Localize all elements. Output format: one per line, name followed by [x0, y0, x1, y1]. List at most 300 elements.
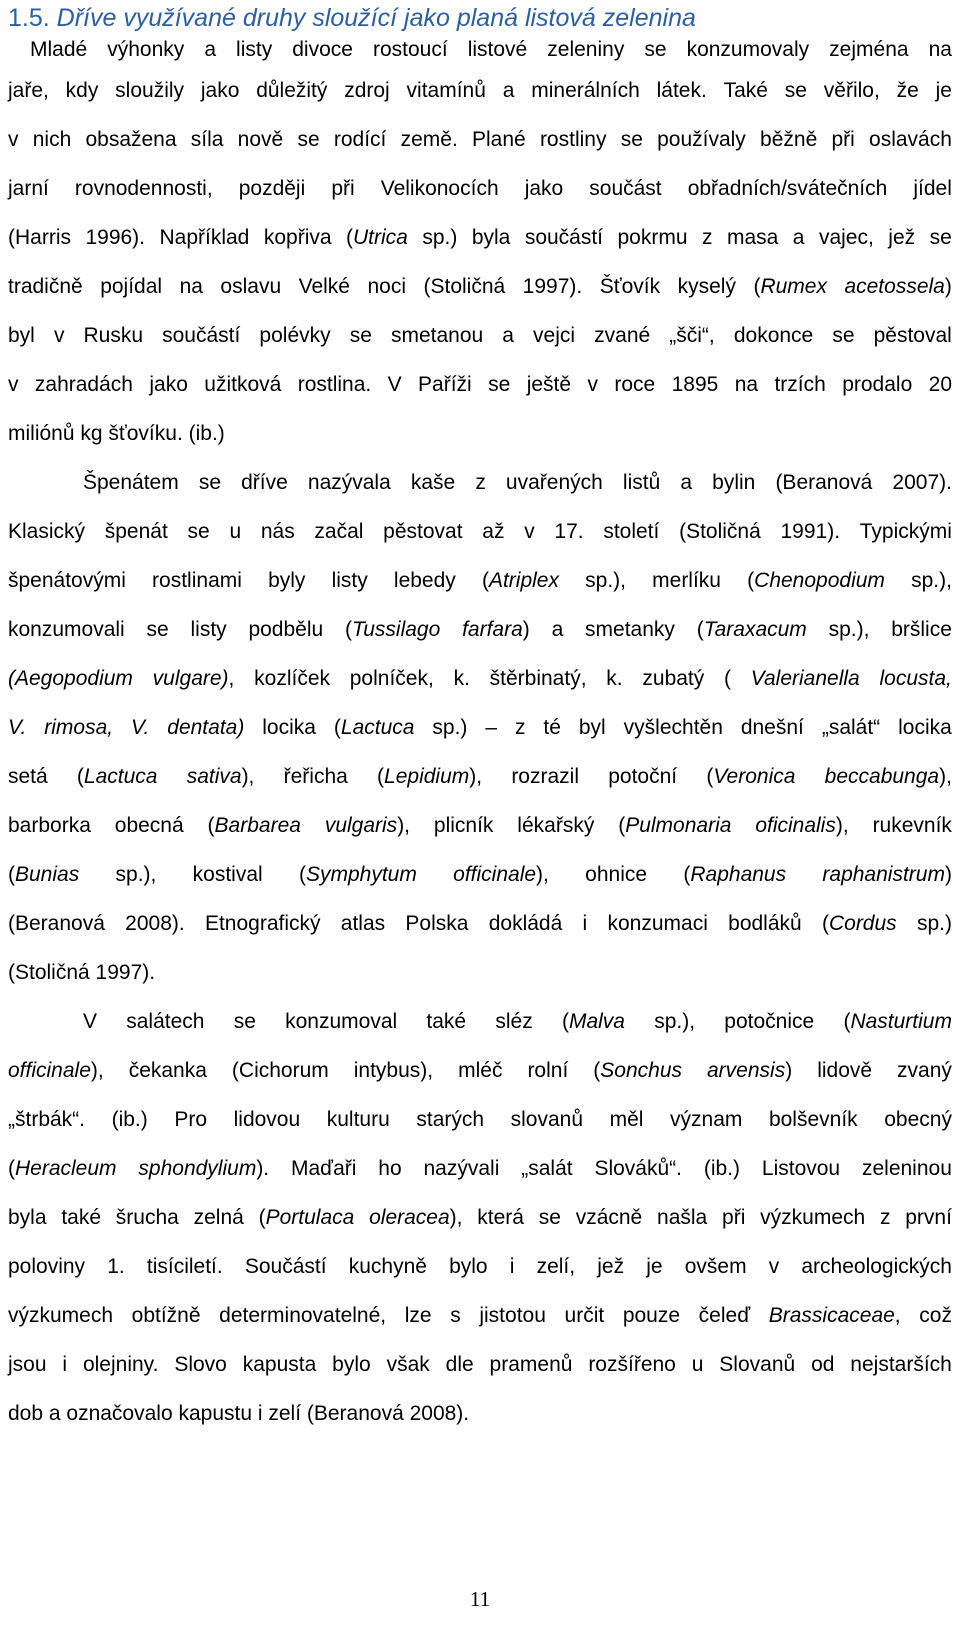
- text-word: [506, 458, 603, 507]
- text-fragment: důležitý: [256, 79, 328, 102]
- text-word: [193, 850, 263, 899]
- text-fragment: V: [387, 373, 402, 396]
- text-word: [381, 164, 499, 213]
- text-fragment: ),: [90, 1059, 104, 1082]
- text-word: [8, 164, 49, 213]
- text-fragment: sloužily: [115, 79, 185, 102]
- text-fragment: z: [702, 226, 713, 249]
- text-fragment: zvané: [594, 324, 651, 347]
- text-word: [527, 1046, 568, 1095]
- text-word: [332, 1340, 371, 1389]
- text-word: [525, 213, 603, 262]
- text-word: [418, 360, 472, 409]
- text-fragment: obecná: [114, 814, 184, 837]
- text-word: [669, 311, 715, 360]
- text-word: [62, 1340, 67, 1389]
- text-word: [929, 360, 952, 409]
- text-fragment: začal: [314, 520, 364, 543]
- text-fragment: lidovou: [233, 1108, 301, 1131]
- text-word: [597, 1242, 624, 1291]
- text-word: [527, 360, 571, 409]
- text-word: [880, 1193, 891, 1242]
- text-fragment: Chenopodium: [754, 569, 885, 592]
- text-fragment: Plané: [472, 128, 526, 151]
- text-word: [685, 1242, 747, 1291]
- text-fragment: věřilo,: [823, 79, 880, 102]
- text-word: [204, 34, 216, 66]
- text-fragment: V.: [131, 716, 150, 739]
- text-word: [346, 213, 408, 262]
- text-word: [618, 801, 731, 850]
- text-word: [517, 801, 594, 850]
- text-line: [8, 164, 952, 213]
- text-word: [153, 654, 235, 703]
- text-fragment: z: [475, 471, 486, 494]
- text-fragment: v: [53, 324, 65, 347]
- text-word: [562, 997, 625, 1046]
- text-fragment: první: [905, 1206, 952, 1229]
- text-word: [147, 1242, 223, 1291]
- text-word: [115, 66, 184, 115]
- text-word: [724, 654, 731, 703]
- text-fragment: minerálních: [531, 79, 640, 102]
- text-word: [829, 605, 870, 654]
- text-fragment: dnešní: [740, 716, 804, 739]
- text-line: [8, 605, 952, 654]
- text-fragment: lékařský: [517, 814, 595, 837]
- text-word: [911, 556, 952, 605]
- text-fragment: atlas: [340, 912, 386, 935]
- text-fragment: zeleniny: [547, 38, 625, 61]
- text-fragment: dle: [445, 1353, 474, 1376]
- text-word: [411, 458, 455, 507]
- text-fragment: se: [784, 79, 807, 102]
- text-fragment: což: [919, 1304, 952, 1327]
- text-fragment: ),: [835, 814, 849, 837]
- text-fragment: listy: [236, 38, 273, 61]
- text-fragment: konzumaci: [607, 912, 708, 935]
- text-word: [354, 1046, 433, 1095]
- text-word: [769, 1095, 858, 1144]
- text-fragment: řeřicha: [283, 765, 348, 788]
- text-word: [405, 1291, 432, 1340]
- text-word: [623, 1291, 680, 1340]
- text-fragment: (: [346, 226, 354, 249]
- text-fragment: 1996).: [85, 226, 146, 249]
- text-fragment: zdroj: [344, 79, 390, 102]
- text-fragment: však: [386, 1353, 430, 1376]
- text-fragment: rostoucí: [372, 38, 448, 61]
- text-fragment: bylo: [449, 1255, 488, 1278]
- text-word: [61, 1193, 101, 1242]
- text-fragment: se: [929, 226, 952, 249]
- text-word: [284, 752, 348, 801]
- text-fragment: Rusku: [83, 324, 144, 347]
- text-fragment: acetossela: [844, 275, 945, 298]
- text-word: [589, 164, 661, 213]
- text-word: [860, 507, 952, 556]
- text-word: [407, 66, 486, 115]
- text-word: [842, 360, 912, 409]
- text-fragment: Barbarea: [214, 814, 301, 837]
- text-word: [85, 213, 145, 262]
- text-fragment: sp.),: [654, 1010, 696, 1033]
- text-fragment: smetanky: [585, 618, 675, 641]
- text-word: [741, 703, 804, 752]
- text-word: [147, 605, 169, 654]
- text-word: [83, 997, 97, 1046]
- text-fragment: ovšem: [684, 1255, 747, 1278]
- text-fragment: Brassicaceae: [768, 1304, 895, 1327]
- text-fragment: (: [843, 1010, 851, 1033]
- text-word: [524, 507, 535, 556]
- text-fragment: konzumovaly: [686, 38, 810, 61]
- text-word: [593, 1046, 682, 1095]
- text-word: [241, 458, 288, 507]
- text-line: [8, 997, 952, 1046]
- text-fragment: při: [722, 1206, 746, 1229]
- text-fragment: Paříži: [418, 373, 472, 396]
- text-word: [624, 703, 723, 752]
- text-fragment: století: [603, 520, 660, 543]
- text-word: [243, 1340, 317, 1389]
- text-fragment: bolševník: [768, 1108, 858, 1131]
- text-word: [334, 703, 415, 752]
- text-word: [234, 1095, 301, 1144]
- text-word: [884, 1095, 952, 1144]
- text-word: [8, 1242, 85, 1291]
- text-word: [482, 507, 504, 556]
- text-word: [879, 654, 951, 703]
- text-word: [706, 752, 795, 801]
- text-word: [511, 1095, 583, 1144]
- text-word: [822, 899, 897, 948]
- text-word: [344, 66, 390, 115]
- text-line: [8, 360, 952, 409]
- text-fragment: zvaný: [897, 1059, 952, 1082]
- text-fragment: vzácně: [575, 1206, 643, 1229]
- text-fragment: pramenů: [489, 1353, 573, 1376]
- text-word: [190, 605, 226, 654]
- text-fragment: (Stoličná: [679, 520, 761, 543]
- text-fragment: při: [831, 128, 855, 151]
- text-fragment: vulgaris: [324, 814, 398, 837]
- text-fragment: „šči“,: [669, 324, 715, 347]
- text-fragment: ),: [397, 814, 411, 837]
- text-fragment: Například: [159, 226, 250, 249]
- text-fragment: vajec,: [818, 226, 874, 249]
- text-word: [115, 801, 184, 850]
- text-word: [843, 997, 952, 1046]
- text-fragment: Polska: [405, 912, 469, 935]
- text-word: [482, 556, 559, 605]
- text-word: [219, 1291, 386, 1340]
- text-word: [8, 899, 105, 948]
- text-fragment: součástí: [162, 324, 241, 347]
- text-fragment: Slovanů: [719, 1353, 796, 1376]
- text-fragment: rozrazil: [511, 765, 579, 788]
- text-line: [8, 1389, 952, 1438]
- text-word: [897, 66, 919, 115]
- text-fragment: Špenátem: [83, 471, 179, 494]
- text-word: [751, 654, 860, 703]
- text-fragment: Klasický: [8, 520, 86, 543]
- text-fragment: 20: [928, 373, 952, 396]
- text-fragment: sp.): [916, 912, 952, 935]
- text-fragment: zejména: [829, 38, 909, 61]
- text-word: [152, 556, 242, 605]
- text-word: [614, 360, 655, 409]
- text-fragment: –: [485, 716, 498, 739]
- text-fragment: noci: [367, 275, 406, 298]
- text-word: [8, 605, 125, 654]
- text-word: [8, 556, 126, 605]
- text-word: [606, 654, 622, 703]
- text-word: [547, 34, 624, 66]
- text-fragment: (: [258, 1206, 266, 1229]
- text-word: [8, 213, 71, 262]
- text-word: [762, 1144, 840, 1193]
- text-word: [825, 752, 952, 801]
- text-line: [8, 850, 952, 899]
- text-word: [105, 507, 168, 556]
- text-fragment: měl: [609, 1108, 644, 1131]
- text-word: [621, 115, 643, 164]
- text-fragment: byla: [471, 226, 511, 249]
- text-fragment: čeleď: [698, 1304, 751, 1327]
- text-fragment: konzumovali: [8, 618, 125, 641]
- text-word: [424, 1144, 500, 1193]
- text-fragment: jistotou: [479, 1304, 546, 1327]
- text-word: [755, 801, 848, 850]
- text-fragment: kulturu: [326, 1108, 390, 1131]
- text-word: [832, 311, 854, 360]
- text-fragment: na: [179, 275, 203, 298]
- text-fragment: dokonce: [733, 324, 814, 347]
- text-word: [194, 1193, 244, 1242]
- text-word: [897, 1046, 952, 1095]
- text-word: [844, 262, 951, 311]
- text-segment: miliónů kg šťovíku. (ib.): [8, 422, 225, 445]
- text-word: [394, 556, 456, 605]
- text-fragment: užitková: [204, 373, 282, 396]
- text-fragment: se: [198, 471, 222, 494]
- text-word: [314, 507, 363, 556]
- text-word: [672, 360, 719, 409]
- text-word: [769, 1242, 780, 1291]
- text-line: [8, 115, 952, 164]
- text-word: [642, 654, 704, 703]
- text-fragment: setá: [8, 765, 48, 788]
- text-word: [449, 1242, 488, 1291]
- text-fragment: (: [298, 863, 306, 886]
- text-fragment: ),: [449, 1206, 463, 1229]
- text-fragment: určit: [564, 1304, 605, 1327]
- text-fragment: země.: [400, 128, 458, 151]
- text-fragment: (: [561, 1010, 569, 1033]
- text-fragment: „salát“: [821, 716, 881, 739]
- text-word: [405, 899, 468, 948]
- text-fragment: zahradách: [34, 373, 133, 396]
- text-fragment: i: [582, 912, 588, 935]
- text-fragment: pěstovat: [383, 520, 463, 543]
- text-word: [657, 1193, 707, 1242]
- text-word: [205, 899, 321, 948]
- text-fragment: jídel: [913, 177, 952, 200]
- text-word: [239, 164, 306, 213]
- text-word: [248, 605, 323, 654]
- text-fragment: pokrmu: [617, 226, 688, 249]
- text-word: [607, 899, 707, 948]
- text-fragment: Nasturtium: [850, 1010, 952, 1033]
- text-word: [930, 213, 952, 262]
- text-word: [543, 703, 561, 752]
- text-fragment: slovanů: [510, 1108, 584, 1131]
- text-fragment: Veronica: [713, 765, 796, 788]
- text-word: [167, 703, 244, 752]
- text-fragment: olejniny.: [82, 1353, 159, 1376]
- text-line: [8, 213, 952, 262]
- text-fragment: rostliny: [539, 128, 607, 151]
- text-fragment: ): [944, 863, 952, 886]
- text-fragment: bodláků: [728, 912, 802, 935]
- text-word: [521, 1144, 572, 1193]
- text-fragment: a: [680, 471, 693, 494]
- text-word: [477, 1193, 524, 1242]
- text-fragment: officinale: [8, 1059, 91, 1082]
- text-fragment: ): [944, 275, 952, 298]
- text-word: [869, 115, 952, 164]
- text-word: [350, 311, 372, 360]
- text-fragment: (: [696, 618, 704, 641]
- text-fragment: Etnografický: [204, 912, 321, 935]
- text-word: [149, 360, 188, 409]
- text-fragment: se: [187, 520, 210, 543]
- text-fragment: Součástí: [244, 1255, 327, 1278]
- text-fragment: (: [76, 765, 84, 788]
- text-word: [35, 360, 133, 409]
- text-word: [204, 360, 281, 409]
- text-word: [811, 1340, 834, 1389]
- text-fragment: zeleninou: [861, 1157, 952, 1180]
- text-fragment: oficinalis: [755, 814, 836, 837]
- text-word: [331, 164, 354, 213]
- text-word: [8, 1193, 47, 1242]
- text-word: [44, 703, 113, 752]
- text-word: [760, 115, 817, 164]
- text-line: [8, 458, 952, 507]
- text-fragment: našla: [657, 1206, 708, 1229]
- text-fragment: Také: [723, 79, 768, 102]
- text-fragment: špenátovými: [8, 569, 126, 592]
- text-word: [785, 66, 807, 115]
- text-word: [699, 1291, 750, 1340]
- text-line: [8, 1340, 952, 1389]
- text-word: [552, 605, 564, 654]
- text-fragment: i: [509, 1255, 515, 1278]
- text-word: [8, 1291, 113, 1340]
- text-fragment: potočnice: [724, 1010, 815, 1033]
- text-fragment: poloviny: [8, 1255, 86, 1278]
- text-fragment: kapusta: [242, 1353, 317, 1376]
- text-fragment: až: [482, 520, 505, 543]
- text-word: [618, 213, 688, 262]
- text-line: [8, 311, 952, 360]
- text-fragment: konzumoval: [285, 1010, 398, 1033]
- text-word: [332, 556, 368, 605]
- text-word: [554, 507, 583, 556]
- text-fragment: lze: [404, 1304, 432, 1327]
- text-fragment: součást: [589, 177, 662, 200]
- text-fragment: Slováků“.: [594, 1157, 682, 1180]
- text-fragment: Taraxacum: [703, 618, 807, 641]
- text-line: [8, 948, 952, 997]
- text-word: [781, 507, 841, 556]
- text-fragment: že: [896, 79, 919, 102]
- text-fragment: jsou: [8, 1353, 47, 1376]
- text-word: [510, 1242, 515, 1291]
- text-fragment: je: [646, 1255, 663, 1278]
- text-fragment: byl: [578, 716, 606, 739]
- text-fragment: kostival: [192, 863, 263, 886]
- text-fragment: listy: [190, 618, 227, 641]
- text-word: [107, 1242, 125, 1291]
- text-fragment: jako: [200, 79, 240, 102]
- text-fragment: (: [344, 618, 352, 641]
- text-fragment: salátech: [126, 1010, 205, 1033]
- text-word: [116, 1193, 179, 1242]
- text-fragment: (Beranová: [8, 912, 105, 935]
- text-word: [30, 34, 87, 66]
- text-word: [83, 1340, 159, 1389]
- text-fragment: se: [146, 618, 169, 641]
- text-fragment: 1997).: [522, 275, 583, 298]
- text-fragment: zubatý: [642, 667, 705, 690]
- text-word: [8, 801, 91, 850]
- text-fragment: Malva: [568, 1010, 625, 1033]
- text-line: [8, 556, 952, 605]
- text-word: [488, 360, 510, 409]
- text-word: [919, 1291, 952, 1340]
- text-fragment: výzkumech: [760, 1206, 866, 1229]
- text-fragment: tradičně: [8, 275, 83, 298]
- text-fragment: v: [8, 128, 19, 151]
- text-fragment: (: [333, 716, 341, 739]
- text-word: [75, 164, 213, 213]
- text-word: [191, 115, 224, 164]
- text-fragment: 2007).: [892, 471, 952, 494]
- text-word: [652, 556, 721, 605]
- text-word: [85, 115, 176, 164]
- text-fragment: ho: [378, 1157, 402, 1180]
- text-word: [688, 164, 888, 213]
- text-fragment: Maďaři: [291, 1157, 357, 1180]
- text-fragment: ),: [939, 765, 952, 788]
- text-word: [817, 1046, 872, 1095]
- text-word: [793, 213, 805, 262]
- text-word: [129, 1046, 207, 1095]
- text-word: [587, 360, 598, 409]
- text-fragment: obtížně: [131, 1304, 201, 1327]
- text-line: [8, 752, 952, 801]
- text-fragment: v: [524, 520, 535, 543]
- text-word: [453, 850, 549, 899]
- text-fragment: tisíciletí.: [146, 1255, 223, 1278]
- text-line: [8, 409, 952, 458]
- text-fragment: trzích: [774, 373, 826, 396]
- text-fragment: pouze: [622, 1304, 681, 1327]
- text-word: [819, 213, 874, 262]
